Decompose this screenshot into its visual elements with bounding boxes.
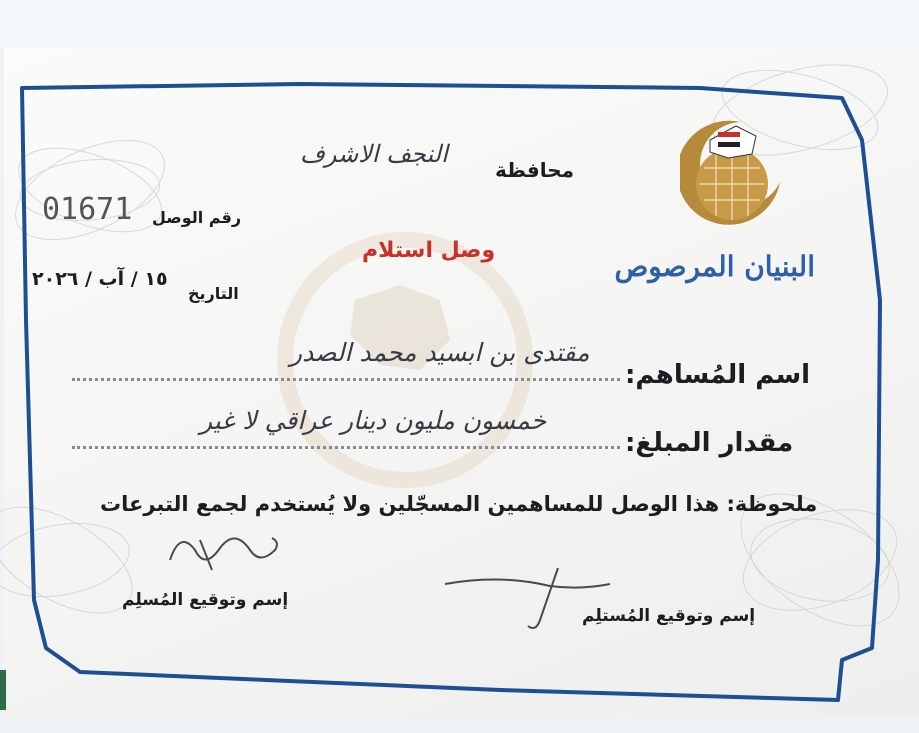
- receipt-number-label: رقم الوصل: [152, 208, 242, 227]
- date-value: ١٥ / آب / ٢٠٢٦: [32, 268, 168, 290]
- receipt-number: 01671: [42, 192, 133, 227]
- amount-label: مقدار المبلغ:: [625, 428, 794, 458]
- deliverer-label: إسم وتوقيع المُسلِم: [122, 590, 289, 610]
- contributor-label: اسم المُساهم:: [625, 360, 811, 390]
- date-label: التاريخ: [188, 284, 239, 303]
- organization-logo: [680, 112, 790, 242]
- receiver-signature: [440, 560, 630, 640]
- brand-name: البنيان المرصوص: [614, 250, 815, 283]
- governorate-label: محافظة: [495, 158, 575, 182]
- deliverer-signature: [160, 520, 300, 590]
- contributor-dotted-line: [72, 378, 620, 381]
- receipt-title: وصل استلام: [362, 238, 496, 263]
- note-text: ملحوظة: هذا الوصل للمساهمين المسجّلين ولا يُستخدم لجمع التبرعات: [100, 492, 818, 516]
- contributor-value: مقتدى بن ابسيد محمد الصدر: [290, 338, 590, 367]
- governorate-value: النجف الاشرف: [300, 140, 448, 168]
- amount-value: خمسون مليون دينار عراقي لا غير: [200, 406, 547, 435]
- receiver-label: إسم وتوقيع المُستلِم: [582, 606, 756, 626]
- amount-dotted-line: [72, 446, 620, 449]
